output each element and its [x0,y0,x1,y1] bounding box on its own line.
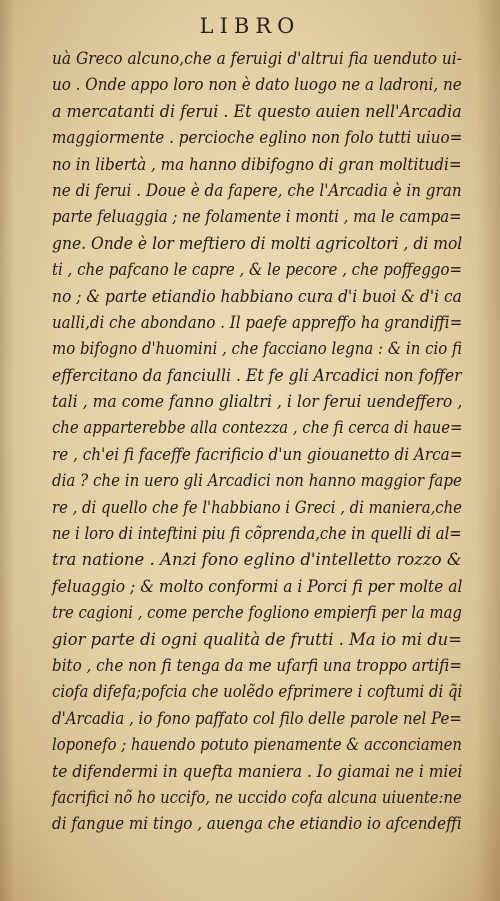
text-line: bito , che non fi tenga da me ufarfi una troppo artifi= [52,655,462,675]
text-line: facrifici nõ ho uccifo, ne uccido cofa alcuna uiuente:ne [52,787,462,807]
text-line: gne. Onde è lor meftiero di molti agricoltori , di mol [52,233,463,253]
text-line: re , di quello che fe l'habbiano i Greci , di maniera,che [52,497,462,517]
text-line: ti , che pafcano le capre , & le pecore , che poffeggo= [52,260,463,280]
text-line: feluaggio ; & molto conformi a i Porci fi per molte al [52,576,463,596]
text-line: uo . Onde appo loro non è dato luogo ne a ladroni, ne [52,75,462,95]
text-line: no in libertà , ma hanno dibifogno di gran moltitudi= [52,154,462,174]
text-line: no ; & parte etiandio habbiano cura d'i buoi & d'i ca [52,286,462,306]
text-line: di fangue mi tingo , auenga che etiandio io afcendeffi [52,814,462,834]
running-header: LIBRO [199,14,301,38]
text-line: maggiormente . percioche eglino non folo tutti uiuo= [52,128,463,148]
text-line: ualli,di che abondano . Il paefe appreffo ha grandiffi= [52,312,463,332]
text-line: te difendermi in quefta maniera . Io giamai ne i miei [52,761,463,781]
text-line: che apparterebbe alla contezza , che fi cerca di haue= [52,418,463,438]
text-line: parte feluaggia ; ne folamente i monti , ma le campa= [52,207,462,227]
text-line: tra natione . Anzi fono eglino d'intelletto rozzo & [52,550,462,570]
page-edge-shadow [476,0,500,901]
text-line: ciofa difefa;pofcia che uolẽdo efprimere i coftumi di q̃i [52,682,463,702]
text-line: dia ? che in uero gli Arcadici non hanno maggior fape [52,471,462,491]
text-line: gior parte di ogni qualità de frutti . Ma io mi du= [52,629,462,649]
text-line: loponefo ; hauendo potuto pienamente & acconciamen [52,735,462,755]
text-line: ne i loro di inteftini piu fi cõprenda,che in quelli di al= [52,524,462,544]
text-line: a mercatanti di ferui . Et questo auien nell'Arcadia [52,101,462,121]
text-line: tre cagioni , come perche fogliono empierfi per la mag [52,603,462,623]
text-line: d'Arcadia , io fono paffato col filo delle parole nel Pe= [52,708,462,728]
text-line: re , ch'ei fi faceffe facrificio d'un giouanetto di Arca= [52,444,463,464]
body-text [52,46,462,838]
page-gutter-shadow [0,0,14,901]
text-line: uà Greco alcuno,che a feruigi d'altrui fia uenduto ui- [52,49,462,68]
text-line: tali , ma come fanno glialtri , i lor ferui uendeffero , [52,392,463,412]
text-line: mo bifogno d'huomini , che facciano legna : & in cio fi [52,339,463,359]
text-line: ne di ferui . Doue è da fapere, che l'Arcadia è in gran [52,180,462,200]
text-line: effercitano da fanciulli . Et fe gli Arcadici non foffer [52,365,462,385]
